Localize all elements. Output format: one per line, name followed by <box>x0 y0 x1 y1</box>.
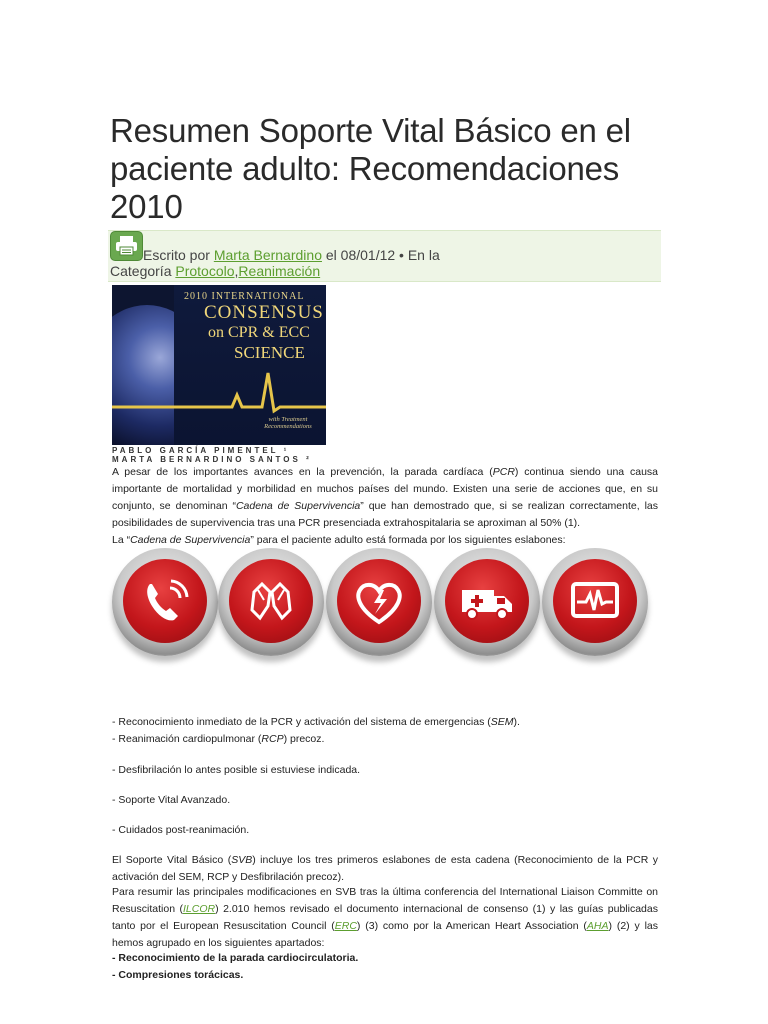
survival-chain-image <box>110 548 650 666</box>
step2-rcp: RCP <box>261 733 284 745</box>
meta-byline <box>143 247 440 263</box>
chain-link-3 <box>326 548 432 656</box>
svb-text-a: El Soporte Vital Básico ( <box>112 854 232 866</box>
intro-text-c: ” que han demostrado que, si se realizan correctamente, las posibilidades de supervivencia tras una PCR presenciada extrahospitalaria se aproximan al 50% (1). <box>112 500 658 529</box>
chain-link-5 <box>542 548 648 656</box>
monitor-ecg-icon <box>564 570 626 632</box>
chain-intro-a: La “ <box>112 534 131 546</box>
chain-step-3: - Desfibrilación lo antes posible si estuviese indicada. <box>112 764 361 776</box>
summary-text-d: ) (2) y las hemos agrupado en los siguientes apartados: <box>112 920 658 949</box>
cover-line-4: SCIENCE <box>234 343 305 362</box>
phone-icon <box>134 570 196 632</box>
author-1: PABLO GARCÍA PIMENTEL ¹ <box>112 446 290 455</box>
category-link-protocolo[interactable]: Protocolo <box>175 263 235 279</box>
ekg-line-icon <box>112 365 326 415</box>
summary-paragraph <box>112 884 658 952</box>
category-separator: , <box>234 263 239 279</box>
chain-link-2 <box>218 548 324 656</box>
chain-link-1 <box>112 548 218 656</box>
svb-paragraph <box>112 852 658 886</box>
category-label: Categoría <box>110 263 176 279</box>
page-title: Resumen Soporte Vital Básico en el paciente adulto: Recomendaciones 2010 <box>110 112 631 225</box>
erc-link[interactable]: ERC <box>334 920 357 932</box>
authors <box>112 446 312 464</box>
summary-text-a: Para resumir las principales modificaciones en SVB tras la última conferencia del International Liaison Committe on Resuscitation ( <box>112 886 658 915</box>
author-link[interactable]: Marta Bernardino <box>213 247 322 263</box>
chain-link-4 <box>434 548 540 656</box>
svb-text-b: ) incluye los tres primeros eslabones de esta cadena (Reconocimiento de la PCR y activación del SEM, RCP y Desfibrilación precoz). <box>112 854 658 883</box>
chain-step-1 <box>112 716 520 728</box>
svb-abbr: SVB <box>231 854 253 866</box>
consensus-cover-image <box>112 285 326 445</box>
hands-cpr-icon <box>240 570 302 632</box>
written-by-label: Escrito por <box>143 247 214 263</box>
chain-intro-paragraph <box>112 532 658 549</box>
ambulance-icon <box>456 570 518 632</box>
cover-line-2: CONSENSUS <box>204 302 324 323</box>
author-2: MARTA BERNARDINO SANTOS ² <box>112 455 312 464</box>
aha-link[interactable]: AHA <box>586 920 609 932</box>
ilcor-link[interactable]: ILCOR <box>183 903 216 915</box>
intro-chain-term: Cadena de Supervivencia <box>235 500 361 512</box>
chain-intro-term: Cadena de Supervivencia <box>130 534 251 546</box>
section-item-2: - Compresiones torácicas. <box>112 969 244 981</box>
chain-intro-b: ” para el paciente adulto está formada por los siguientes eslabones: <box>250 534 566 546</box>
step1-end: ). <box>513 716 520 728</box>
cover-line-5: with Treatment Recommendations <box>264 416 312 430</box>
step2-end: ) precoz. <box>283 733 325 745</box>
step1-sem: SEM <box>490 716 514 728</box>
cover-line-3: on CPR & ECC <box>208 324 310 341</box>
intro-pcr: PCR <box>492 466 515 478</box>
intro-text-a: A pesar de los importantes avances en la prevención, la parada cardíaca ( <box>112 466 493 478</box>
meta-categories <box>110 263 320 279</box>
intro-paragraph <box>112 464 658 532</box>
step1-text: - Reconocimiento inmediato de la PCR y activación del sistema de emergencias ( <box>112 716 491 728</box>
chain-step-4: - Soporte Vital Avanzado. <box>112 794 231 806</box>
heart-defibrillator-icon <box>348 570 410 632</box>
print-icon[interactable] <box>110 231 143 261</box>
category-link-reanimacion[interactable]: Reanimación <box>238 263 321 279</box>
step2-text: - Reanimación cardiopulmonar ( <box>112 733 262 745</box>
chain-step-2 <box>112 733 324 745</box>
chain-step-5: - Cuidados post-reanimación. <box>112 824 250 836</box>
summary-text-c: ) (3) como por la American Heart Association ( <box>356 920 587 932</box>
section-item-1: - Reconocimiento de la parada cardiocirculatoria. <box>112 952 359 964</box>
date-text: el 08/01/12 • En la <box>321 247 440 263</box>
cover-line-1: 2010 INTERNATIONAL <box>184 291 305 302</box>
intro-text-b: ) continua siendo una causa importante de mortalidad y morbilidad en muchos países del mundo. Existen una serie de acciones que, en su conjunto, se denominan “ <box>112 466 658 512</box>
summary-text-b: ) 2.010 hemos revisado el documento internacional de consenso (1) y las guías publicadas tanto por el European Resuscitation Council ( <box>112 903 658 932</box>
